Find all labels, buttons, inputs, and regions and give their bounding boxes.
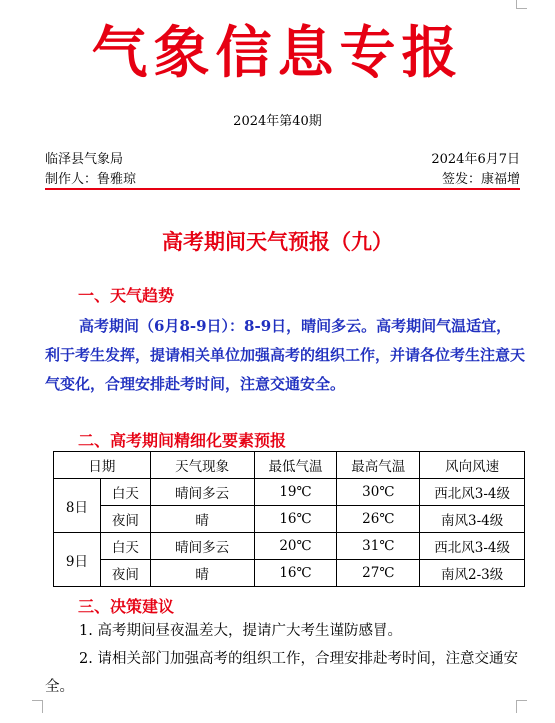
issue-number: 2024年第40期	[233, 114, 322, 129]
header-cell: 日期	[54, 452, 151, 479]
advice-item: 1. 高考期间昼夜温差大，提请广大考生谨防感冒。	[79, 623, 402, 639]
wind-cell: 南风2-3级	[420, 560, 525, 587]
signer: 签发：康福增	[441, 172, 520, 187]
low-temp-cell: 16℃	[254, 506, 337, 533]
advice-item: 2. 请相关部门加强高考的组织工作，合理安排赴考时间，注意交通安全。	[45, 651, 518, 695]
low-temp-cell: 16℃	[254, 560, 337, 587]
date-cell: 9日	[54, 533, 101, 587]
trend-paragraph: 高考期间（6月8-9日）：8-9日，晴间多云。高考期间气温适宜，利于考生发挥，提请相关单位加强高考的组织工作，并请各位考生注意天气变化，合理安排赴考时间，注意交通安全。	[45, 317, 526, 393]
period-cell: 白天	[100, 479, 150, 506]
high-temp-cell: 30℃	[337, 479, 420, 506]
wind-cell: 西北风3-4级	[420, 533, 525, 560]
issue-date: 2024年6月7日	[431, 152, 520, 167]
table-row	[54, 533, 525, 560]
table-row	[54, 506, 525, 533]
header-cell: 最低气温	[254, 452, 337, 479]
period-cell: 夜间	[100, 560, 150, 587]
header-cell: 最高气温	[337, 452, 420, 479]
period-cell: 白天	[100, 533, 150, 560]
header-row-1	[45, 148, 520, 167]
low-temp-cell: 19℃	[254, 479, 337, 506]
high-temp-cell: 31℃	[337, 533, 420, 560]
forecast-table	[53, 451, 525, 587]
masthead-title: 气象信息专报	[91, 20, 464, 86]
header-cell: 天气现象	[150, 452, 254, 479]
section-heading-forecast: 二、高考期间精细化要素预报	[78, 431, 287, 450]
table-row	[54, 479, 525, 506]
header-cell: 风向风速	[420, 452, 525, 479]
wind-cell: 西北风3-4级	[420, 479, 525, 506]
document-title: 高考期间天气预报（九）	[162, 229, 393, 254]
period-cell: 夜间	[100, 506, 150, 533]
page-corner-mark	[516, 700, 527, 713]
header-row-2	[45, 168, 520, 187]
section-heading-advice: 三、决策建议	[78, 597, 175, 616]
section-heading-trend: 一、天气趋势	[78, 286, 175, 305]
low-temp-cell: 20℃	[254, 533, 337, 560]
weather-cell: 晴	[150, 506, 254, 533]
weather-cell: 晴间多云	[150, 479, 254, 506]
weather-cell: 晴间多云	[150, 533, 254, 560]
high-temp-cell: 27℃	[337, 560, 420, 587]
page-corner-mark	[516, 0, 527, 9]
author: 制作人：鲁雅琼	[45, 172, 137, 187]
page-corner-mark	[32, 700, 43, 713]
wind-cell: 南风3-4级	[420, 506, 525, 533]
weather-cell: 晴	[150, 560, 254, 587]
table-header-row	[54, 452, 525, 479]
red-divider	[45, 188, 520, 190]
high-temp-cell: 26℃	[337, 506, 420, 533]
issuing-org: 临泽县气象局	[45, 152, 124, 167]
table-row	[54, 560, 525, 587]
date-cell: 8日	[54, 479, 101, 533]
